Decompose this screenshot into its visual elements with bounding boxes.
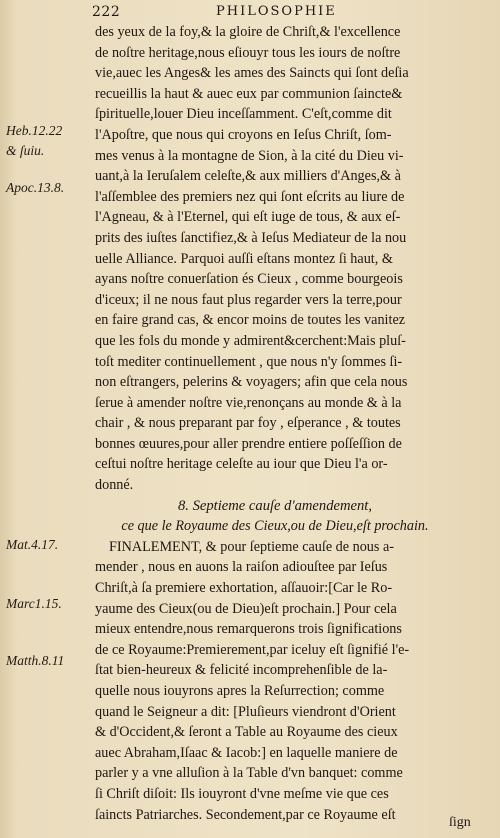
page-header — [0, 4, 500, 24]
text-line: vie,auec les Anges& les ames des Saincts qui ſont deſia — [95, 65, 409, 82]
text-line: FINALEMENT, & pour ſeptieme cauſe de nous a- — [109, 538, 394, 555]
text-line: ſaincts Patriarches. Secondement,par ce Royaume eſt — [95, 806, 396, 823]
text-line: que les fols du monde y admirent&cerchent:Mais pluſ- — [95, 332, 406, 349]
text-line: Chriſt,à ſa premiere exhortation, aſſauoir:[Car le Ro- — [95, 580, 393, 597]
text-line: l'Apoſtre, que nous qui croyons en Ieſus Chriſt, ſom- — [95, 126, 392, 143]
margin-note: Heb.12.22 — [6, 123, 63, 138]
text-line: mieux entendre,nous remarquerons trois ſignifications — [95, 621, 402, 638]
text-line: des yeux de la foy,& la gloire de Chriſt,& l'excellence — [95, 24, 401, 40]
text-line: parler y a vne alluſion à la Table d'vn banquet: comme — [95, 765, 403, 782]
margin-note: & ſuiu. — [6, 143, 45, 158]
text-line: recueillis la haut & auec eux par communion ſaincte& — [95, 85, 403, 102]
text-line: bonnes œuures,pour aller prendre entiere poſſeſſion de — [95, 435, 402, 452]
margin-note: Mat.4.17. — [6, 537, 59, 552]
text-line: ayans noſtre conuerſation és Cieux , comme bourgeois — [95, 271, 403, 288]
margin-note: Marc1.15. — [6, 596, 62, 611]
text-line: ſi Chriſt diſoit: Ils iouyront d'vne meſme vie que ces — [95, 785, 389, 802]
text-line: en faire grand cas, & encor moins de toutes les vanitez — [95, 312, 406, 329]
text-line: uant,à la Ieruſalem celeſte,& aux milliers d'Anges,& à — [95, 168, 401, 185]
text-line: l'aſſemblee des premiers nez qui ſont eſcrits au liure de — [95, 188, 405, 205]
running-title: PHILOSOPHIE — [216, 4, 337, 19]
margin-note: Matth.8.11 — [6, 653, 65, 668]
text-line: l'Agneau, & à l'Eternel, qui eſt iuge de tous, & aux eſ- — [95, 209, 401, 226]
text-line: chair , & nous preparant par foy , eſperance , & toutes — [95, 415, 401, 432]
text-line: yaume des Cieux(ou de Dieu)eſt prochain.] Pour cela — [95, 600, 397, 617]
text-line: auec Abraham,Iſaac & Iacob:] en laquelle maniere de — [95, 744, 398, 761]
text-line: mender , nous en auons la raiſon adiouſtee par Ieſus — [95, 559, 388, 576]
margin-note: Apoc.13.8. — [6, 180, 65, 195]
text-line: mes venus à la montagne de Sion, à la cité du Dieu vi- — [95, 147, 404, 164]
text-line: ceſtui noſtre heritage celeſte au iour que Dieu l'a or- — [95, 456, 388, 473]
text-line: non eſtrangers, pelerins & voyagers; afin que cela nous — [95, 374, 408, 391]
text-line: ſerue à amender noſtre vie,renonçans au monde & à la — [95, 394, 402, 411]
text-line: ſtat bien-heureux & felicité incomprehenſible de la- — [95, 662, 388, 679]
text-line: d'iceux; il ne nous faut plus regarder vers la terre,pour — [95, 291, 402, 308]
body-text — [95, 22, 455, 825]
text-line: donné. — [95, 477, 134, 494]
text-line: quand le Seigneur a dit: [Pluſieurs viendront d'Orient — [95, 703, 396, 720]
text-line: de noſtre heritage,nous eſiouyr tous les iours de noſtre — [95, 44, 401, 61]
section-heading: 8. Septieme cauſe d'amendement, — [178, 497, 372, 514]
text-line: quelle nous iouyrons apres la Reſurrection; comme — [95, 683, 385, 699]
text-line: de ce Royaume:Premierement,par iceluy eſt ſignifié l'e- — [95, 641, 410, 658]
page-number: 222 — [92, 4, 121, 20]
section-subheading: ce que le Royaume des Cieux,ou de Dieu,eſt prochain. — [121, 518, 429, 535]
catchword: ſign — [449, 815, 471, 830]
text-line: & d'Occident,& ſeront a Table au Royaume des cieux — [95, 724, 398, 741]
text-line: uelle Alliance. Parquoi auſſi eſtans montez ſi haut, & — [95, 250, 393, 267]
text-line: toſt mediter continuellement , que nous n'y ſommes ſi- — [95, 353, 403, 370]
text-line: prits des iuſtes ſanctifiez,& à Ieſus Mediateur de la nou — [95, 229, 407, 246]
text-line: ſpirituelle,louer Dieu inceſſamment. C'eſt,comme dit — [95, 106, 392, 123]
